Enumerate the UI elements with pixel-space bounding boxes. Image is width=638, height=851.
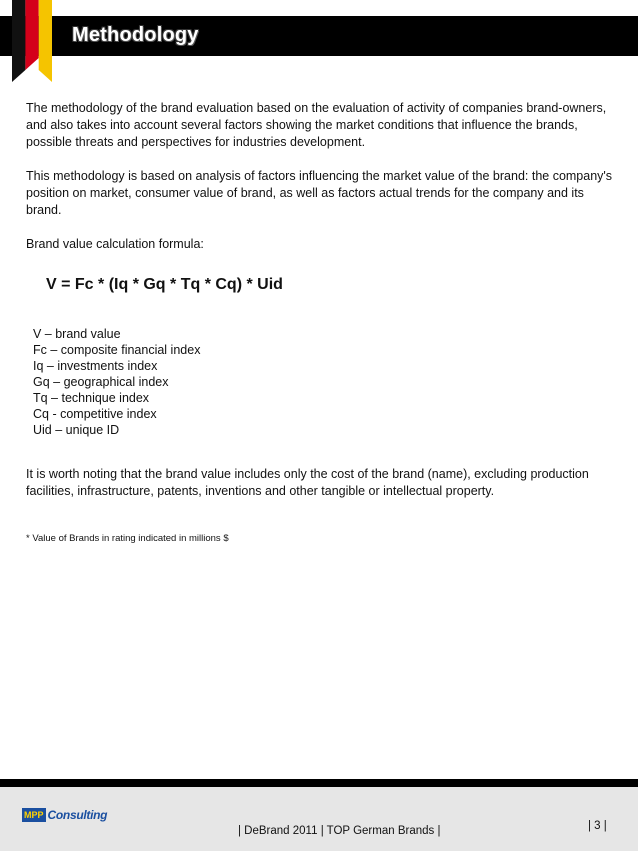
mpp-consulting-logo [22, 808, 107, 822]
content-body [26, 100, 616, 253]
legend-item: Cq - competitive index [33, 407, 157, 421]
legend-item: Iq – investments index [33, 359, 158, 373]
logo-badge: MPP [24, 810, 44, 820]
legend-item: Tq – technique index [33, 391, 150, 405]
german-flag-ribbon-icon [12, 0, 52, 82]
page-number: | 3 | [588, 820, 607, 832]
footer-text: | DeBrand 2011 | TOP German Brands | [238, 825, 441, 837]
paragraph-methodology-basis: This methodology is based on analysis of factors influencing the market value of the brand: the company's position on market, consumer value of brand, as well as factors actual trends for the company and its brand. [26, 169, 613, 217]
footnote: * Value of Brands in rating indicated in millions $ [26, 533, 229, 544]
paragraph-methodology-intro: The methodology of the brand evaluation based on the evaluation of activity of companies brand-owners, and also takes into account several factors showing the market conditions that influence the brands, possible threats and perspectives for industries development. [26, 101, 607, 149]
brand-value-note: It is worth noting that the brand value includes only the cost of the brand (name), excluding production facilities, infrastructure, patents, inventions and other tangible or intellectual property. [26, 467, 589, 498]
brand-value-formula: V = Fc * (Iq * Gq * Tq * Cq) * Uid [46, 276, 283, 293]
formula-legend [33, 326, 200, 438]
legend-item: Uid – unique ID [33, 423, 120, 437]
legend-item: Gq – geographical index [33, 375, 169, 389]
footer-bar [0, 779, 638, 787]
legend-item: V – brand value [33, 327, 121, 341]
logo-text: Consulting [47, 808, 108, 822]
paragraph-formula-intro: Brand value calculation formula: [26, 237, 204, 251]
page-title: Methodology [72, 24, 199, 46]
legend-item: Fc – composite financial index [33, 343, 201, 357]
